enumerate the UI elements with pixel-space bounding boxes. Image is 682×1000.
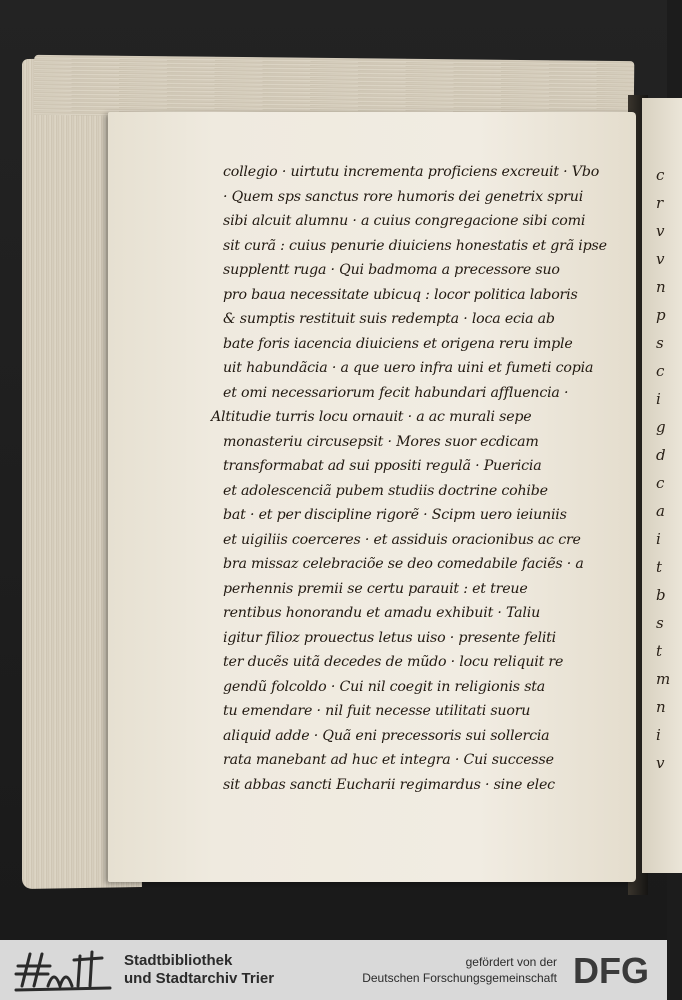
facing-page-fragment: m	[656, 670, 671, 688]
facing-page-fragment: v	[656, 222, 665, 240]
manuscript-line: transformabat ad sui ppositi regulã · Puericia	[223, 458, 542, 474]
manuscript-line: Altitudie turris locu ornauit · a ac murali sepe	[211, 409, 532, 425]
manuscript-line: sit curã : cuius penurie diuiciens honestatis et grã ipse	[223, 237, 607, 254]
funding-note-line2: Deutschen Forschungsgemeinschaft	[362, 971, 557, 985]
manuscript-line: igitur filioz prouectus letus uiso · presente feliti	[223, 629, 557, 646]
facing-page-fragment: n	[656, 698, 666, 716]
facing-page-fragment: c	[656, 474, 665, 492]
manuscript-line: collegio · uirtutu incrementa proficiens excreuit · Vbo	[223, 164, 600, 180]
library-name-line2: und Stadtarchiv Trier	[124, 970, 275, 987]
manuscript-line: · Quem sps sanctus rore humoris dei genetrix sprui	[223, 188, 584, 205]
manuscript-line: rata manebant ad huc et integra · Cui successe	[223, 752, 554, 768]
manuscript-line: bat · et per discipline rigorẽ · Scipm uero ieiuniis	[223, 507, 567, 523]
manuscript-line: & sumptis restituit suis redempta · loca ecia ab	[223, 311, 555, 327]
dfg-logo-icon	[563, 950, 659, 990]
facing-page-fragment: s	[656, 614, 664, 632]
library-name-line1: Stadtbibliothek	[124, 952, 233, 969]
manuscript-line: bra missaz celebraciõe se deo comedabile faciẽs · a	[223, 556, 584, 572]
facing-page-fragment: r	[656, 194, 664, 212]
funding-note	[362, 954, 557, 986]
facing-page-fragment: i	[656, 390, 661, 408]
facing-page-fragment: n	[656, 278, 666, 296]
facing-page-fragment: c	[656, 166, 665, 184]
facing-page-fragment: s	[656, 334, 664, 352]
manuscript-line: monasteriu circusepsit · Mores suor ecdicam	[223, 433, 539, 450]
manuscript-line: gendũ folcoldo · Cui nil coegit in religionis sta	[223, 678, 546, 695]
manuscript-line: sibi alcuit alumnu · a cuius congregacione sibi comi	[223, 213, 586, 229]
facing-page-fragment: i	[656, 726, 661, 744]
manuscript-line: pro baua necessitate ubicuq : locor politica laboris	[223, 286, 578, 303]
facing-page-fragment: i	[656, 530, 661, 548]
library-name	[124, 952, 274, 988]
facing-page-fragment: t	[656, 642, 663, 660]
facing-page-fragment: a	[656, 502, 665, 520]
manuscript-line: tu emendare · nil fuit necesse utilitati suoru	[223, 703, 531, 719]
manuscript-line: rentibus honorandu et amadu exhibuit · Taliu	[223, 605, 541, 621]
trier-library-logo-icon	[14, 946, 114, 994]
facing-page-fragment: v	[656, 754, 665, 772]
funding-note-line1: gefördert von der	[465, 955, 557, 969]
facing-page-fragment: g	[656, 418, 666, 436]
footer-bar	[0, 940, 667, 1000]
facing-page-fragment: p	[656, 306, 666, 324]
manuscript-line: et omi necessariorum fecit habundari affluencia ·	[223, 384, 569, 401]
facing-page-edge	[642, 98, 682, 873]
facing-page-fragment: b	[656, 586, 666, 604]
manuscript-line: ter ducẽs uitã decedes de mũdo · locu reliquit re	[223, 654, 564, 670]
facing-page-fragment: v	[656, 250, 665, 268]
manuscript-line: et adolescenciã pubem studiis doctrine cohibe	[223, 482, 548, 499]
manuscript-line: uit habundãcia · a que uero infra uini et fumeti copia	[223, 360, 594, 376]
manuscript-line: bate foris iacencia diuiciens et origena reru imple	[223, 335, 573, 352]
facing-page-fragment: d	[656, 446, 666, 464]
dfg-logo-text: DFG	[573, 950, 649, 991]
manuscript-line: sit abbas sancti Eucharii regimardus · sine elec	[223, 776, 555, 793]
facing-page-fragment: c	[656, 362, 665, 380]
manuscript-line: et uigiliis coerceres · et assiduis oracionibus ac cre	[223, 531, 581, 548]
manuscript-text	[211, 160, 635, 797]
manuscript-line: aliquid adde · Quã eni precessoris sui sollercia	[223, 727, 550, 744]
manuscript-line: perhennis premii se certu parauit : et treue	[223, 580, 528, 597]
manuscript-line: supplentt ruga · Qui badmoma a precessore suo	[223, 262, 560, 278]
facing-page-fragment: t	[656, 558, 663, 576]
